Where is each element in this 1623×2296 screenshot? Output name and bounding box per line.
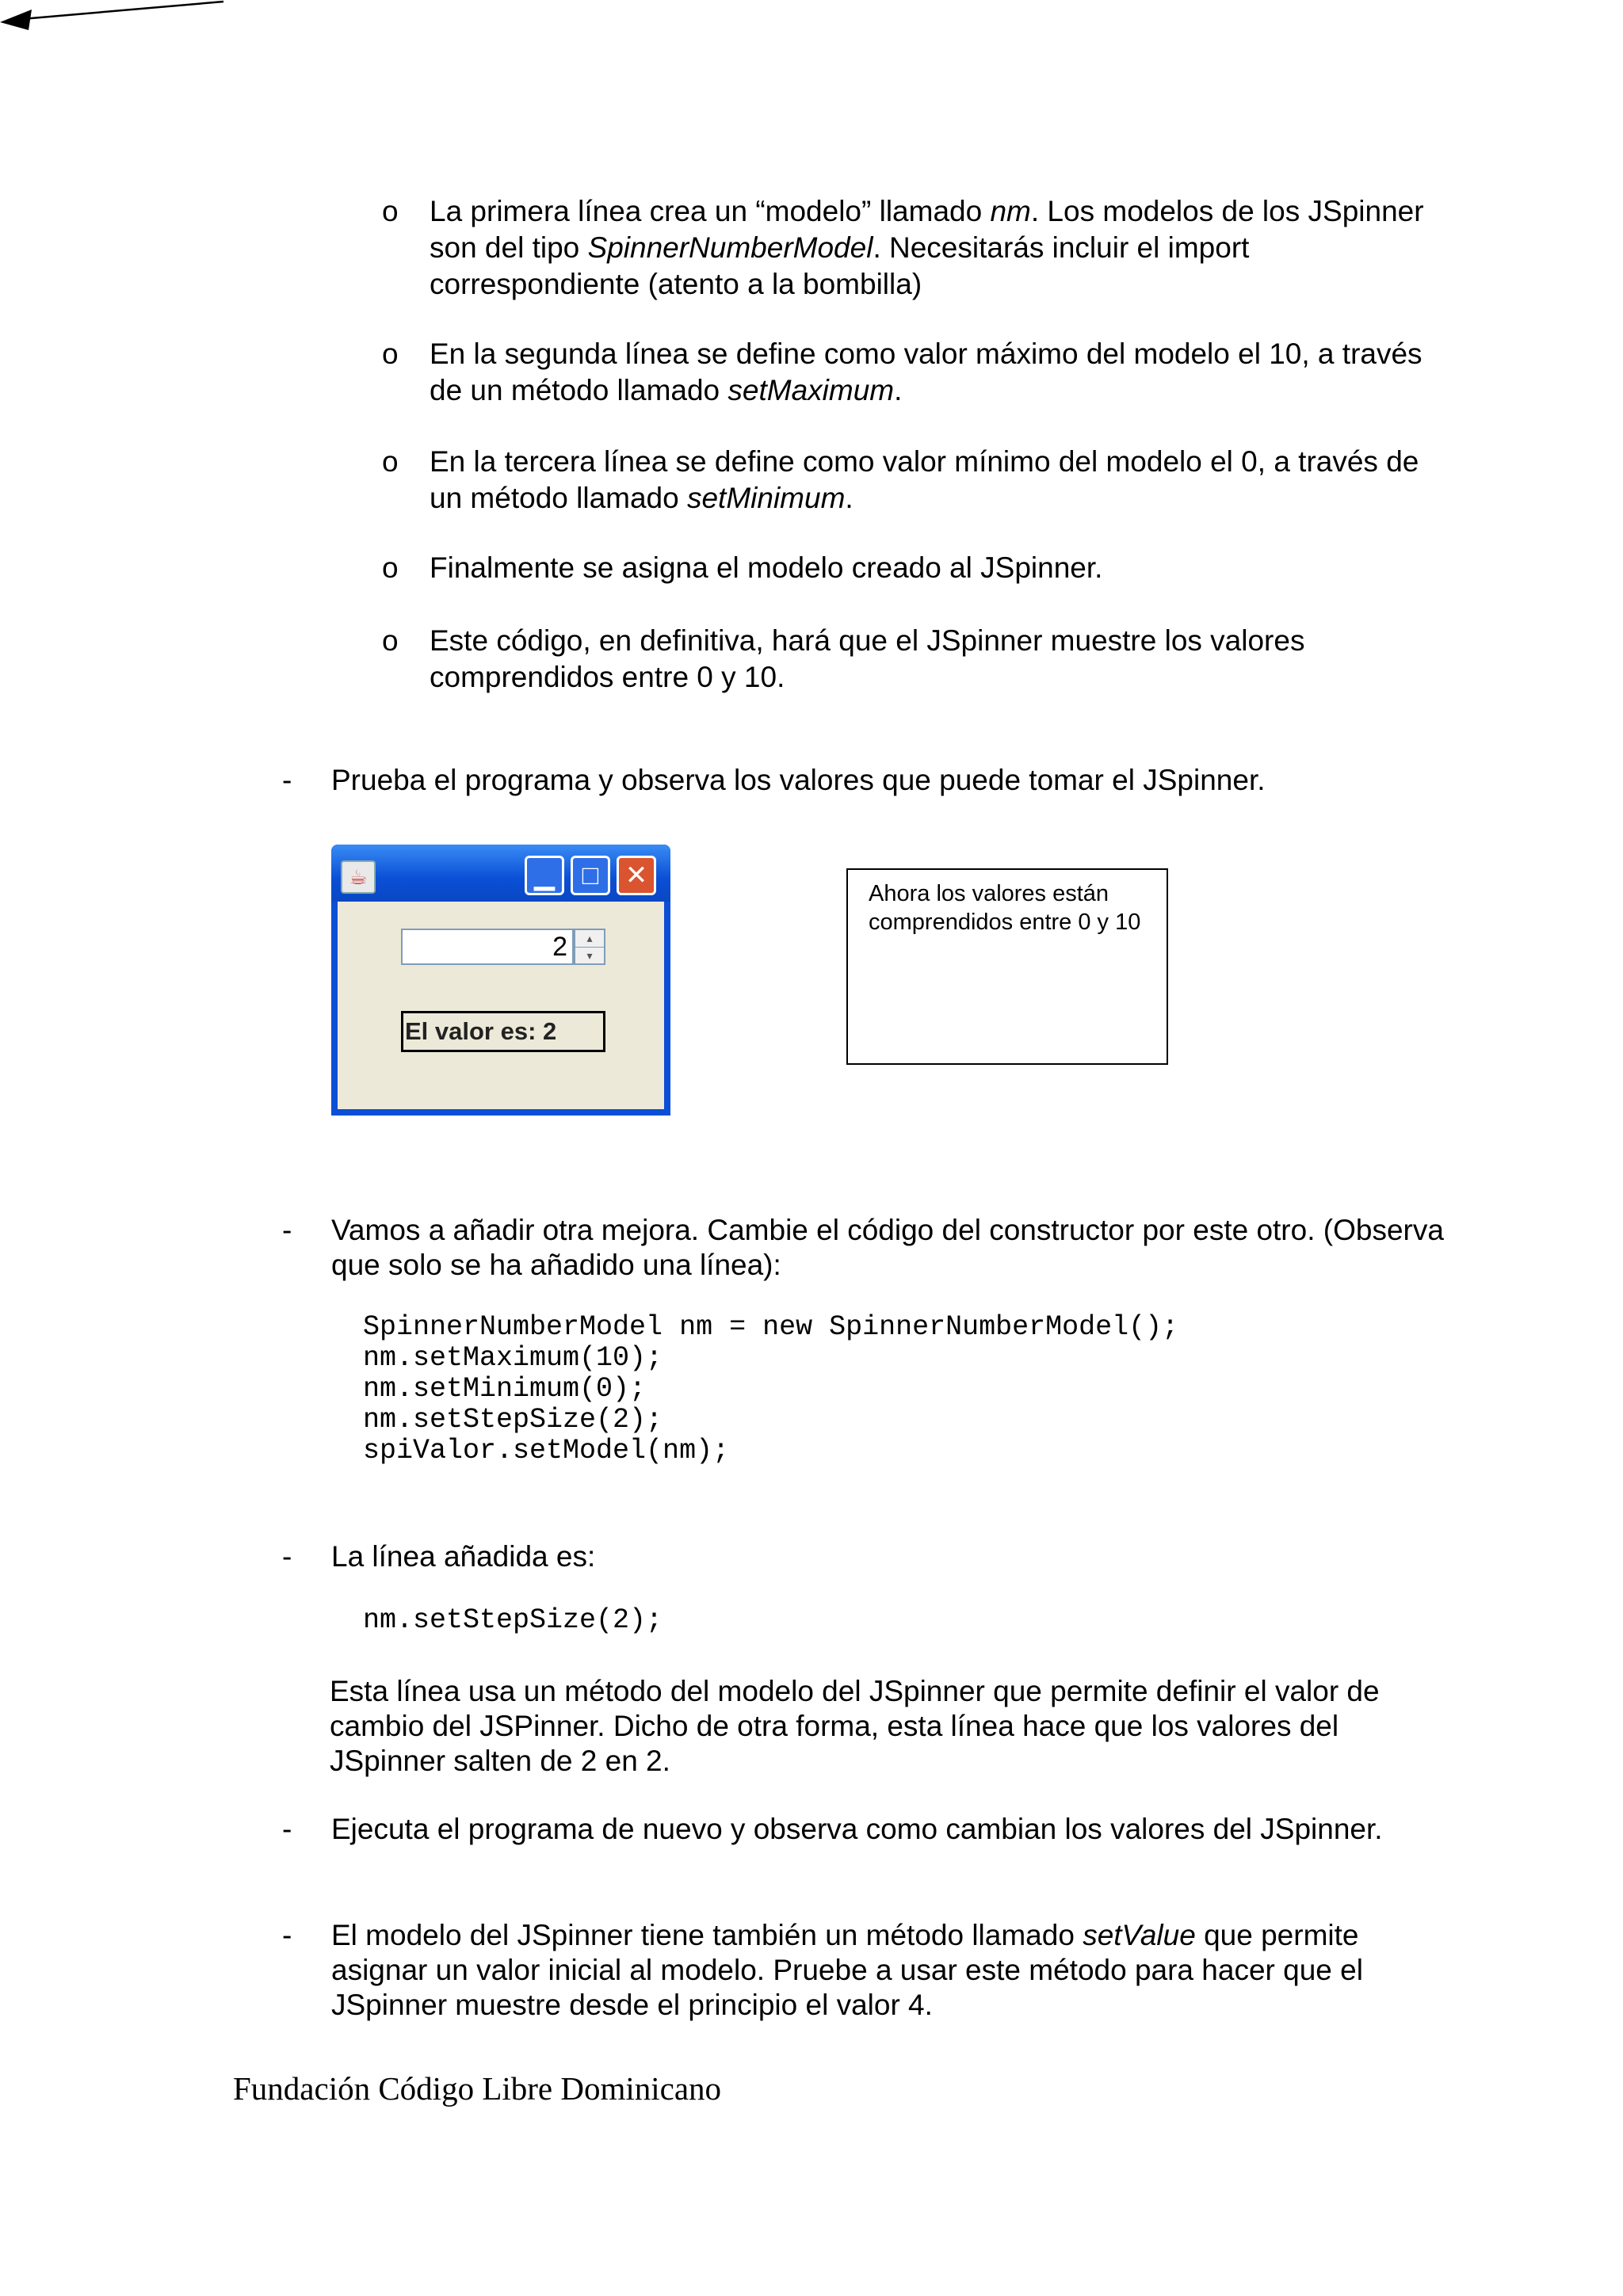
- sub-bullet-marker: o: [382, 624, 399, 657]
- sub-bullet-5-line-1: Este código, en definitiva, hará que el JSpinner muestre los valores: [430, 624, 1305, 657]
- java-icon: ☕: [341, 860, 376, 894]
- spinner-up-arrow-icon[interactable]: ▴: [586, 932, 593, 944]
- page-footer: Fundación Código Libre Dominicano: [233, 2070, 722, 2107]
- java-window: [331, 845, 670, 1116]
- window-titlebar: [331, 845, 670, 902]
- sub-bullet-marker: o: [382, 445, 399, 478]
- step-setvalue-line-2: asignar un valor inicial al modelo. Pruebe a usar este método para hacer que el: [331, 1954, 1363, 1986]
- window-content: [338, 902, 664, 1109]
- sub-bullet-marker: o: [382, 551, 399, 584]
- spinner-input[interactable]: 2: [401, 929, 574, 965]
- dash-marker: -: [282, 1919, 292, 1951]
- dash-marker: -: [282, 764, 292, 796]
- sub-bullet-marker: o: [382, 338, 399, 370]
- dash-marker: -: [282, 1813, 292, 1845]
- explanation-line-1: Esta línea usa un método del modelo del JSpinner que permite definir el valor de: [330, 1675, 1380, 1707]
- step-run-program: Ejecuta el programa de nuevo y observa como cambian los valores del JSpinner.: [331, 1813, 1383, 1845]
- step-test-program: Prueba el programa y observa los valores que puede tomar el JSpinner.: [331, 764, 1266, 796]
- step-setvalue-line-1: El modelo del JSpinner tiene también un método llamado setValue que permite: [331, 1919, 1359, 1951]
- annotation-arrow: [0, 0, 238, 48]
- sub-bullet-4-line-1: Finalmente se asigna el modelo creado al JSpinner.: [430, 551, 1103, 584]
- spinner-arrows[interactable]: [574, 929, 605, 965]
- maximize-button[interactable]: □: [571, 856, 610, 895]
- sub-bullet-2-line-1: En la segunda línea se define como valor máximo del modelo el 10, a través: [430, 338, 1423, 370]
- sub-bullet-5-line-2: comprendidos entre 0 y 10.: [430, 661, 785, 693]
- sub-bullet-marker: o: [382, 195, 399, 227]
- close-button[interactable]: ✕: [617, 856, 656, 895]
- callout-note: Ahora los valores están comprendidos entre 0 y 10: [846, 868, 1168, 1065]
- spinner-down-arrow-icon[interactable]: ▾: [575, 947, 604, 964]
- code-block: SpinnerNumberModel nm = new SpinnerNumberModel(); nm.setMaximum(10); nm.setMinimum(0); nm.setStepSize(2); spiValor.setModel(nm);: [363, 1311, 1179, 1466]
- step-improve-line-1: Vamos a añadir otra mejora. Cambie el código del constructor por este otro. (Observa: [331, 1214, 1444, 1246]
- dash-marker: -: [282, 1214, 292, 1246]
- step-setvalue-line-3: JSpinner muestre desde el principio el valor 4.: [331, 1989, 933, 2021]
- explanation-line-3: JSpinner salten de 2 en 2.: [330, 1745, 670, 1777]
- value-label: El valor es: 2: [401, 1011, 605, 1052]
- sub-bullet-1-line-2: son del tipo SpinnerNumberModel. Necesitarás incluir el import: [430, 231, 1250, 264]
- step-added-line: La línea añadida es:: [331, 1540, 596, 1573]
- sub-bullet-3-line-1: En la tercera línea se define como valor mínimo del modelo el 0, a través de: [430, 445, 1419, 478]
- minimize-button[interactable]: ▁: [525, 856, 564, 895]
- step-improve-line-2: que solo se ha añadido una línea):: [331, 1249, 781, 1281]
- dash-marker: -: [282, 1540, 292, 1573]
- sub-bullet-3-line-2: un método llamado setMinimum.: [430, 482, 854, 514]
- sub-bullet-2-line-2: de un método llamado setMaximum.: [430, 374, 903, 406]
- sub-bullet-1-line-1: La primera línea crea un “modelo” llamado nm. Los modelos de los JSpinner: [430, 195, 1424, 227]
- sub-bullet-1-line-3: correspondiente (atento a la bombilla): [430, 268, 922, 300]
- explanation-line-2: cambio del JSPinner. Dicho de otra forma, esta línea hace que los valores del: [330, 1710, 1339, 1742]
- added-code: nm.setStepSize(2);: [363, 1604, 663, 1636]
